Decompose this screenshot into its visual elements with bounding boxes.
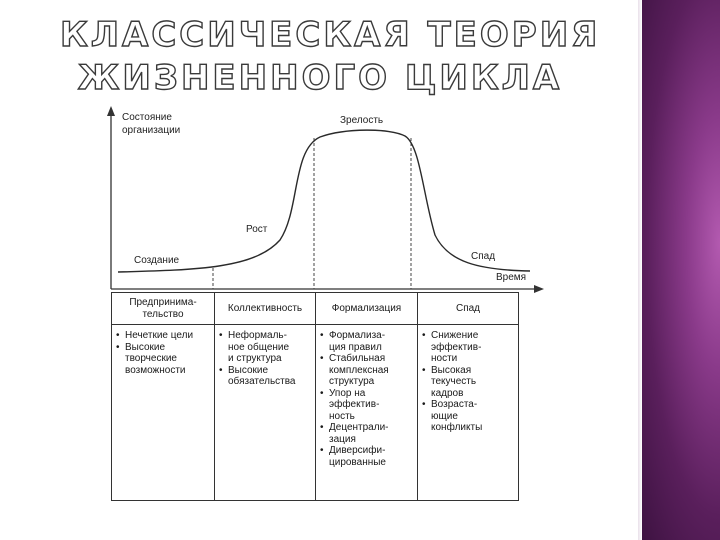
list-item: • Формализа- ция правил [320,330,386,353]
list-item: • Высокие обязательства [219,364,296,387]
title-line-1: КЛАССИЧЕСКАЯ ТЕОРИЯ [60,15,601,55]
column-body [418,325,518,434]
column-header [418,293,518,325]
stage-label-decline: Спад [471,251,496,262]
decorative-sidebar [640,0,720,540]
list-item: • Нечеткие цели [116,330,194,341]
list-item-text: Возраста- ющие конфликты [431,399,483,433]
list-item-text: Снижение эффектив- ности [431,330,482,364]
x-axis-arrow [534,285,544,293]
column-body [112,325,214,376]
column-body [215,325,315,388]
list-item-text: Децентрали- зация [329,422,389,445]
column-formalization [315,293,417,500]
list-item: • Децентрали- зация [320,422,389,445]
list-item: • Диверсифи- цированные [320,445,386,468]
column-header-text: Формализация [331,302,402,314]
stage-label-creation: Создание [134,255,180,266]
column-entrepreneurship [112,293,214,500]
list-item-text: Стабильная комплексная структура [329,353,389,387]
stage-label-growth: Рост [246,224,268,235]
y-axis-label-line-2: организации [122,125,181,136]
stage-label-maturity: Зрелость [340,115,384,126]
life-cycle-curve [118,130,530,272]
x-axis-label: Время [496,272,527,283]
list-item: • Высокие творческие возможности [116,341,186,376]
list-item: • Упор на эффектив- ность [320,387,380,422]
list-item-text: Упор на эффектив- ность [329,387,380,422]
list-item-text: Неформаль- ное общение и структура [228,330,290,364]
list-item-text: Формализа- ция правил [329,330,386,353]
list-item-text: Высокая текучесть кадров [431,364,477,399]
list-item-text: Нечеткие цели [125,330,194,341]
title-line-2: ЖИЗНЕННОГО ЦИКЛА [77,58,563,98]
column-header-text: Предпринима- тельство [129,297,197,320]
list-item: • Высокая текучесть кадров [422,364,477,399]
list-item-text: Высокие творческие возможности [125,341,186,376]
column-header-text: Спад [455,302,481,314]
column-header [215,293,315,325]
y-axis-arrow [107,106,115,116]
column-header [316,293,417,325]
stages-table [111,292,519,501]
list-item: • Стабильная комплексная структура [320,353,389,387]
column-body [316,325,417,468]
list-item: • Неформаль- ное общение и структура [219,330,290,364]
column-decline [417,293,518,500]
y-axis-label-line-1: Состояние [122,112,172,123]
list-item-text: Диверсифи- цированные [329,445,386,468]
list-item-text: Высокие обязательства [228,364,296,387]
column-collectivity [214,293,315,500]
column-header-text: Коллективность [227,302,303,314]
column-header [112,293,214,325]
list-item: • Возраста- ющие конфликты [422,399,483,433]
list-item: • Снижение эффектив- ности [422,330,482,364]
